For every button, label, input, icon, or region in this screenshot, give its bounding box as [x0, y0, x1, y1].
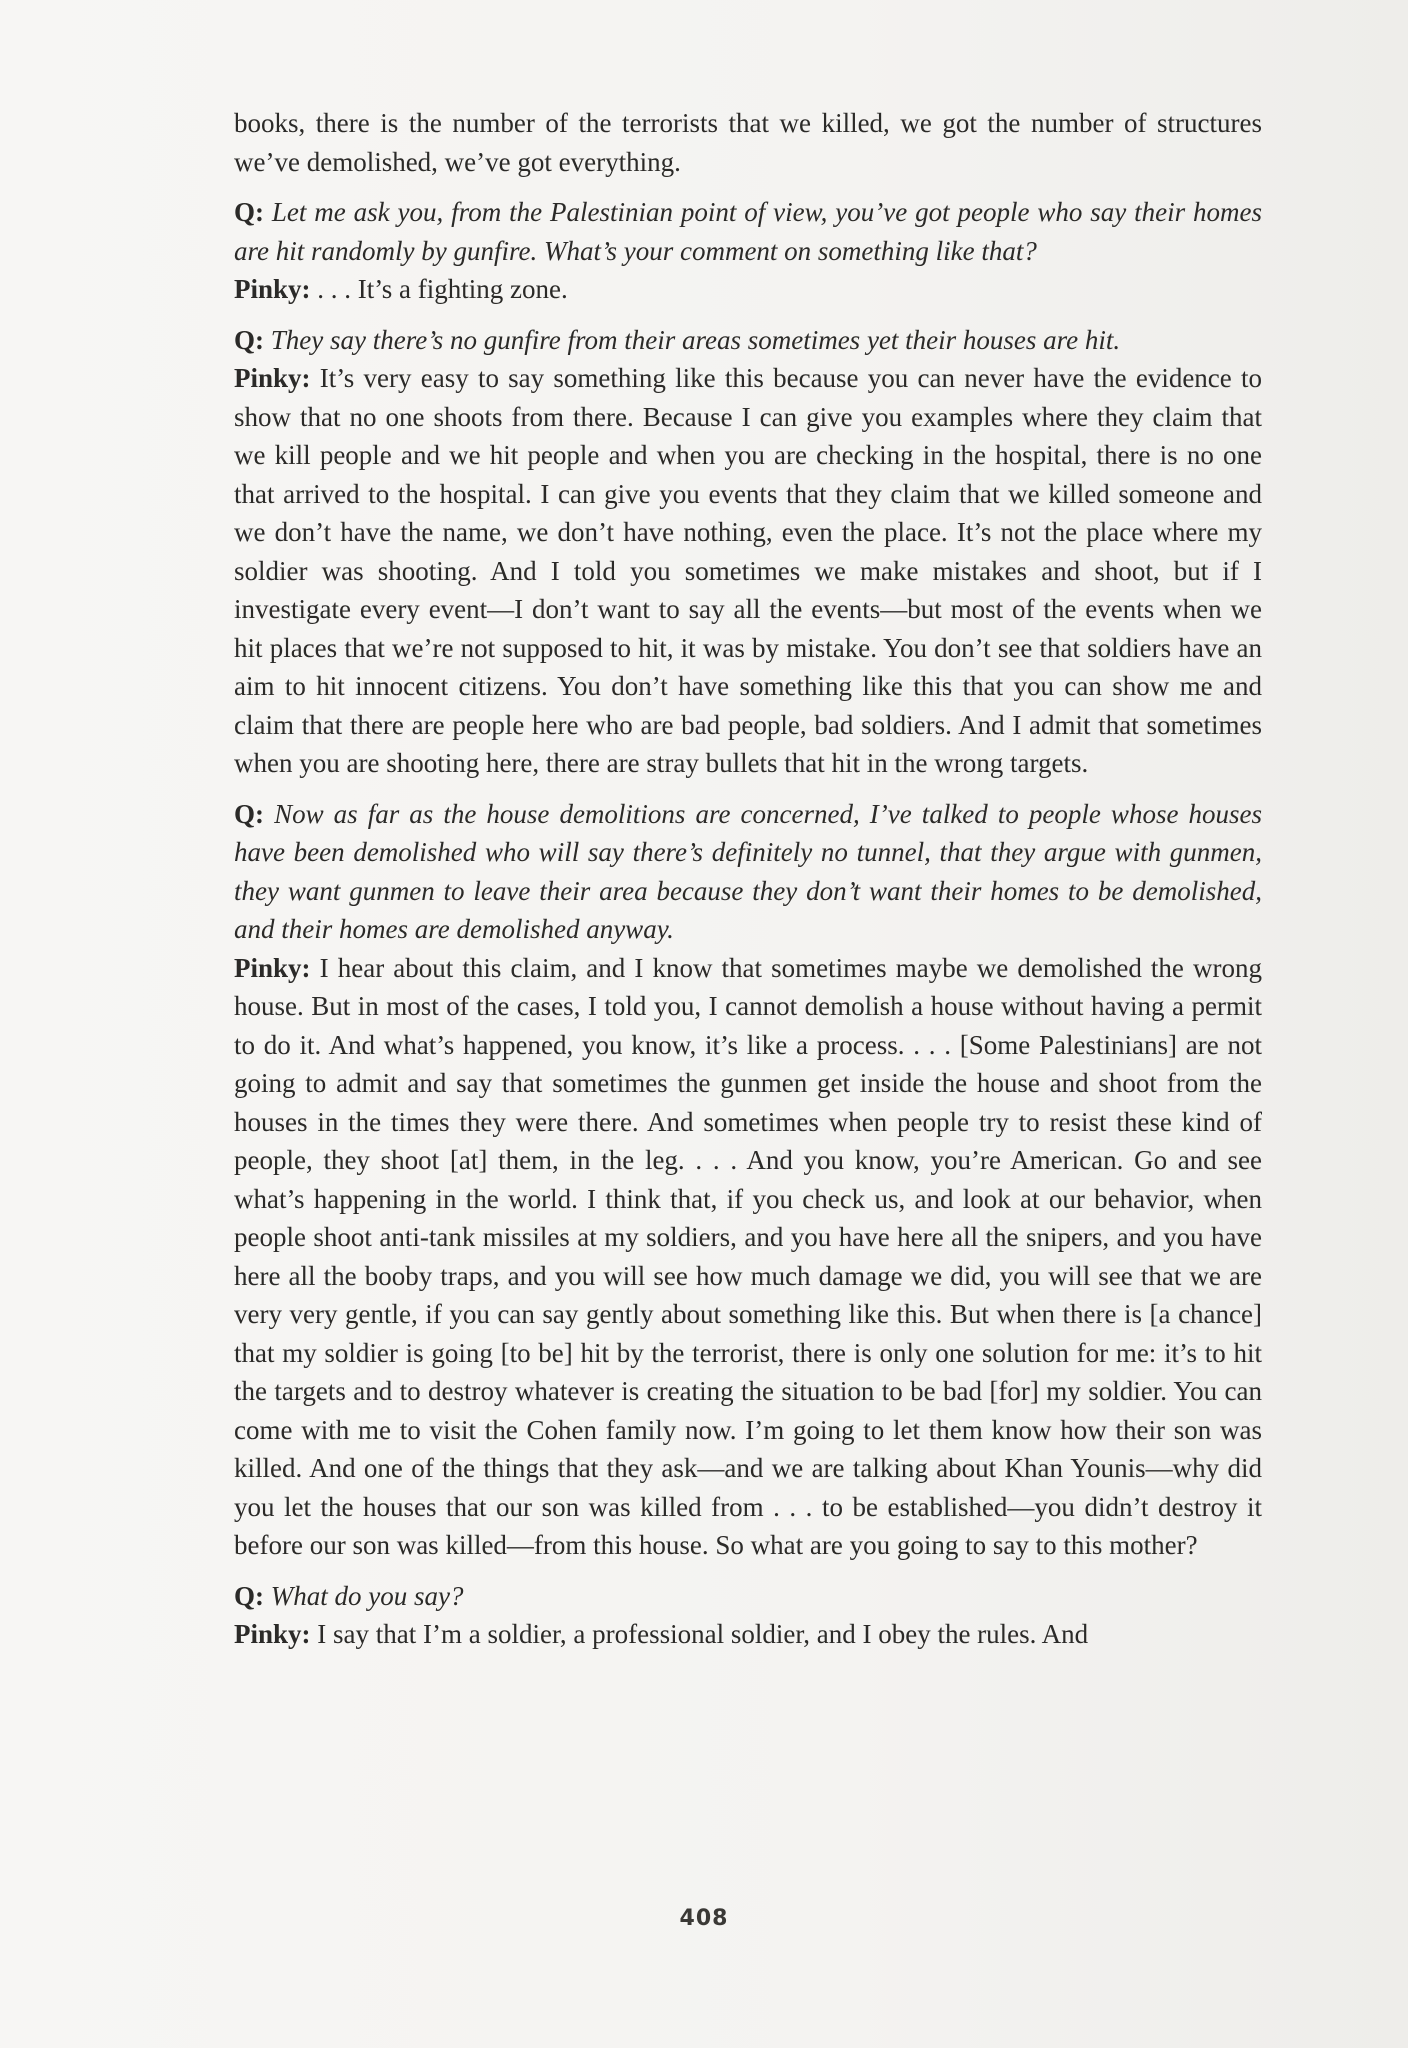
speaker-label: Pinky: [234, 363, 311, 393]
answer-paragraph [234, 949, 1262, 1565]
speaker-label: Pinky: [234, 274, 311, 304]
answer-paragraph [234, 359, 1262, 783]
question-paragraph [234, 193, 1262, 270]
answer-paragraph [234, 1615, 1262, 1654]
answer-text: . . . It’s a fighting zone. [317, 274, 568, 304]
text-column [234, 104, 1262, 1666]
exchange-2 [234, 321, 1262, 783]
speaker-label: Pinky: [234, 1619, 311, 1649]
question-label: Q: [234, 324, 264, 355]
question-paragraph [234, 1577, 1262, 1616]
exchange-4 [234, 1577, 1262, 1654]
speaker-label: Pinky: [234, 952, 311, 983]
intro-paragraph: books, there is the number of the terrorists that we killed, we got the number of structures we’ve demolished, we’ve got everything. [234, 108, 1262, 177]
question-label: Q: [234, 798, 264, 829]
question-text: Now as far as the house demolitions are concerned, I’ve talked to people whose houses have been demolished who will say there’s definitely no tunnel, that they argue with gunmen, they want gunmen to leave their area because they don’t want their homes to be demolished, and their homes are demolished anyway. [234, 798, 1262, 944]
question-text: They say there’s no gunfire from their areas sometimes yet their houses are hit. [270, 324, 1121, 355]
answer-text: I say that I’m a soldier, a professional soldier, and I obey the rules. And [317, 1619, 1089, 1649]
question-label: Q: [234, 197, 264, 227]
answer-paragraph [234, 270, 1262, 309]
page-number: 408 [679, 1906, 729, 1931]
question-paragraph [234, 321, 1262, 360]
question-text: Let me ask you, from the Palestinian point of view, you’ve got people who say their homes are hit randomly by gunfire. What’s your comment on something like that? [234, 197, 1263, 266]
exchange-3 [234, 795, 1262, 1565]
answer-text: It’s very easy to say something like this because you can never have the evidence to show that no one shoots from there. Because I can give you examples where they claim that we kill people and we hit people and when you are checking in the hospital, there is no one that arrived to the hospital. I can give you events that they claim that we killed someone and we don’t have the name, we don’t have nothing, even the place. It’s not the place where my soldier was shooting. And I told you sometimes we make mistakes and shoot, but if I investigate every event—I don’t want to say all the events—but most of the events when we hit places that we’re not supposed to hit, it was by mistake. You don’t see that soldiers have an aim to hit innocent citizens. You don’t have something like this that you can show me and claim that there are people here who are bad people, bad soldiers. And I admit that sometimes when you are shooting here, there are stray bullets that hit in the wrong targets. [234, 363, 1263, 778]
question-text: What do you say? [270, 1580, 464, 1611]
question-label: Q: [234, 1580, 264, 1611]
exchange-1 [234, 193, 1262, 309]
answer-text: I hear about this claim, and I know that sometimes maybe we demolished the wrong house. But in most of the cases, I told you, I cannot demolish a house without having a permit to do it. And what’s happened, you know, it’s like a process. . . . [Some Palestinians] are not going to admit and say that sometimes the gunmen get inside the house and shoot from the houses in the times they were there. And sometimes when people try to resist these kind of people, they shoot [at] them, in the leg. . . . And you know, you’re American. Go and see what’s happening in the world. I think that, if you check us, and look at our behavior, when people shoot anti-tank missiles at my soldiers, and you have here all the snipers, and you have here all the booby traps, and you will see how much damage we did, you will see that we are very very gentle, if you can say gently about something like this. But when there is [a chance] that my soldier is going [to be] hit by the terrorist, there is only one solution for me: it’s to hit the targets and to destroy whatever is creating the situation to be bad [for] my soldier. You can come with me to visit the Cohen family now. I’m going to let them know how their son was killed. And one of the things that they ask—and we are talking about Khan Younis—why did you let the houses that our son was killed from . . . to be established—you didn’t destroy it before our son was killed—from this house. So what are you going to say to this mother? [234, 952, 1263, 1560]
question-paragraph [234, 795, 1262, 949]
